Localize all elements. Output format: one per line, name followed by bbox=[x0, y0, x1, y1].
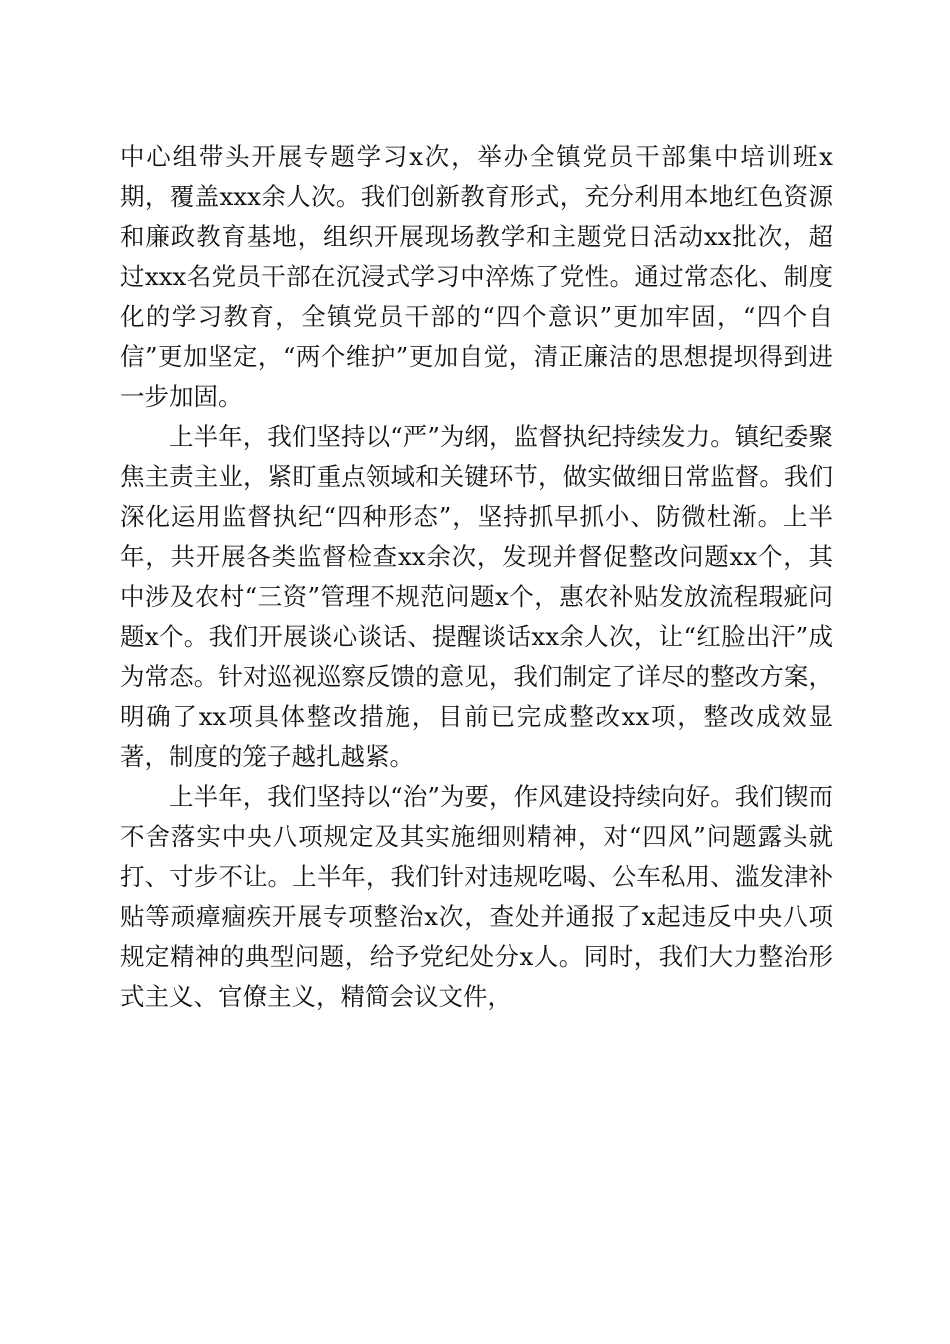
paragraph-2: 上半年，我们坚持以“严”为纲，监督执纪持续发力。镇纪委聚焦主责主业，紧盯重点领域和关键环节，做实做细日常监督。我们深化运用监督执纪“四种形态”，坚持抓早抓小、防微杜渐。上半年，共开展各类监督检查xx余次，发现并督促整改问题xx个，其中涉及农村“三资”管理不规范问题x个，惠农补贴发放流程瑕疵问题x个。我们开展谈心谈话、提醒谈话xx余人次，让“红脸出汗”成为常态。针对巡视巡察反馈的意见，我们制定了详尽的整改方案，明确了xx项具体整改措施，目前已完成整改xx项，整改成效显著，制度的笼子越扎越紧。 bbox=[120, 422, 833, 771]
document-body bbox=[120, 137, 833, 1017]
paragraph-1: 中心组带头开展专题学习x次，举办全镇党员干部集中培训班x期，覆盖xxx余人次。我们创新教育形式，充分利用本地红色资源和廉政教育基地，组织开展现场教学和主题党日活动xx批次，超过xxx名党员干部在沉浸式学习中淬炼了党性。通过常态化、制度化的学习教育，全镇党员干部的“四个意识”更加牢固，“四个自信”更加坚定，“两个维护”更加自觉，清正廉洁的思想提坝得到进一步加固。 bbox=[120, 142, 833, 411]
paragraph-3: 上半年，我们坚持以“治”为要，作风建设持续向好。我们锲而不舍落实中央八项规定及其实施细则精神，对“四风”问题露头就打、寸步不让。上半年，我们针对违规吃喝、公车私用、滥发津补贴等顽瘴痼疾开展专项整治x次，查处并通报了x起违反中央八项规定精神的典型问题，给予党纪处分x人。同时，我们大力整治形式主义、官僚主义，精简会议文件， bbox=[120, 782, 833, 1011]
